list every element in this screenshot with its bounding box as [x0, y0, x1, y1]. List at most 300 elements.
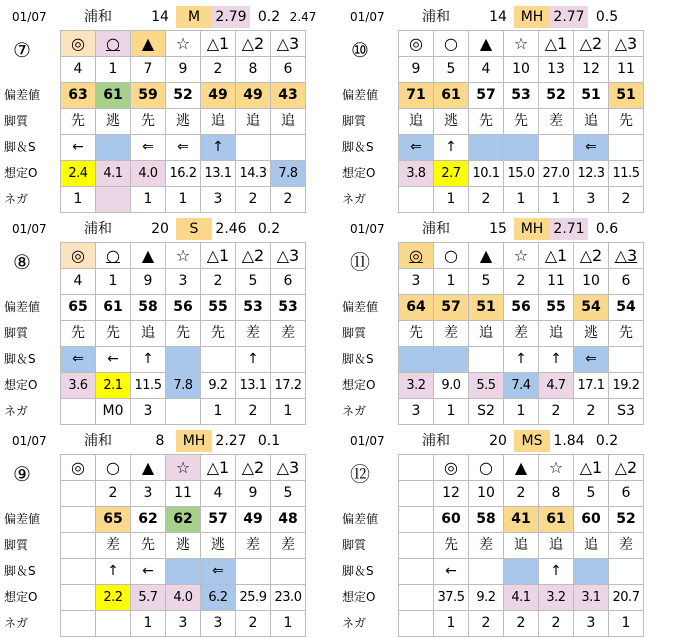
- table-cell: 4.0: [166, 585, 201, 611]
- mark-row: [61, 243, 306, 269]
- row-label: ネガ: [4, 192, 29, 206]
- prediction-table: [398, 242, 644, 425]
- table-cell: [271, 347, 306, 373]
- odds-row: [399, 585, 644, 611]
- race-number: ⑦: [13, 38, 31, 62]
- table-cell: ☆: [539, 455, 574, 481]
- race-card: [338, 424, 674, 634]
- table-cell: 2: [236, 611, 271, 637]
- table-cell: 12: [574, 57, 609, 83]
- race-header: [338, 218, 674, 240]
- table-cell: 3: [131, 399, 166, 425]
- row-label: 脚質: [4, 114, 29, 128]
- table-cell: S2: [469, 399, 504, 425]
- prediction-table: [60, 454, 306, 637]
- table-cell: ◎: [399, 31, 434, 57]
- table-cell: [399, 481, 434, 507]
- table-cell: 11: [539, 269, 574, 295]
- race-card: [0, 212, 336, 422]
- table-cell: 17.2: [271, 373, 306, 399]
- table-cell: 追: [399, 109, 434, 135]
- table-cell: ▲: [131, 31, 166, 57]
- table-cell: [166, 399, 201, 425]
- table-cell: 51: [574, 83, 609, 109]
- table-cell: △3: [271, 243, 306, 269]
- table-cell: 55: [201, 295, 236, 321]
- table-cell: 4.1: [96, 161, 131, 187]
- table-cell: 1: [504, 187, 539, 213]
- nega-row: [61, 611, 306, 637]
- table-cell: ⇐: [166, 135, 201, 161]
- table-cell: [399, 585, 434, 611]
- table-cell: 53: [504, 83, 539, 109]
- table-cell: 13: [539, 57, 574, 83]
- rating-value: 1.84: [553, 433, 585, 449]
- table-cell: 2: [236, 187, 271, 213]
- runner-count: 15: [489, 221, 507, 237]
- table-cell: 58: [469, 507, 504, 533]
- runner-count: 20: [151, 221, 169, 237]
- table-cell: 3: [399, 399, 434, 425]
- table-cell: 先: [96, 321, 131, 347]
- table-cell: 5.5: [469, 373, 504, 399]
- table-cell: ↑: [236, 347, 271, 373]
- table-cell: [609, 135, 644, 161]
- table-cell: 2: [469, 611, 504, 637]
- row-label: 想定O: [342, 378, 376, 392]
- race-grade: MH: [514, 6, 550, 28]
- table-cell: 6: [609, 269, 644, 295]
- table-cell: [399, 559, 434, 585]
- table-cell: ○: [96, 31, 131, 57]
- table-cell: △1: [539, 31, 574, 57]
- row-label: 脚＆S: [342, 564, 374, 578]
- row-labels: [342, 82, 400, 212]
- table-cell: 9.2: [201, 373, 236, 399]
- style-row: [61, 533, 306, 559]
- pace-row: [61, 347, 306, 373]
- table-cell: [61, 399, 96, 425]
- table-cell: ▲: [469, 31, 504, 57]
- table-cell: S3: [609, 399, 644, 425]
- table-cell: [96, 135, 131, 161]
- table-cell: ▲: [504, 455, 539, 481]
- table-cell: 追: [574, 533, 609, 559]
- race-grade: MH: [176, 430, 212, 452]
- table-cell: 6: [609, 481, 644, 507]
- odds-row: [61, 161, 306, 187]
- table-cell: 2.2: [96, 585, 131, 611]
- table-cell: 先: [609, 109, 644, 135]
- mark-row: [61, 455, 306, 481]
- runner-count: 14: [489, 9, 507, 25]
- table-cell: ⇐: [574, 135, 609, 161]
- table-cell: 20.7: [609, 585, 644, 611]
- table-cell: 23.0: [271, 585, 306, 611]
- table-cell: 51: [609, 83, 644, 109]
- table-cell: 4: [201, 481, 236, 507]
- table-cell: 25.9: [236, 585, 271, 611]
- table-cell: 11: [166, 481, 201, 507]
- row-label: 想定O: [342, 166, 376, 180]
- table-cell: 3: [201, 611, 236, 637]
- table-cell: 5.7: [131, 585, 166, 611]
- prediction-table: [398, 30, 644, 213]
- table-cell: 追: [131, 321, 166, 347]
- table-cell: 先: [434, 533, 469, 559]
- row-label: 想定O: [4, 378, 38, 392]
- row-label: 偏差値: [4, 300, 41, 314]
- table-cell: ⇐: [61, 347, 96, 373]
- table-cell: 56: [504, 295, 539, 321]
- table-cell: 3: [131, 481, 166, 507]
- table-cell: △3: [271, 455, 306, 481]
- table-cell: 41: [504, 507, 539, 533]
- table-cell: 11.5: [131, 373, 166, 399]
- diff-value: 0.2: [257, 221, 281, 237]
- number-row: [399, 481, 644, 507]
- mark-row: [399, 243, 644, 269]
- table-cell: 4.1: [504, 585, 539, 611]
- row-label: 偏差値: [342, 512, 379, 526]
- table-cell: △1: [201, 31, 236, 57]
- extra-value: [624, 430, 658, 452]
- table-cell: 先: [504, 109, 539, 135]
- row-label: ネガ: [342, 616, 367, 630]
- table-cell: [469, 559, 504, 585]
- table-cell: 差: [434, 321, 469, 347]
- table-cell: 49: [236, 507, 271, 533]
- table-cell: ↑: [434, 135, 469, 161]
- table-cell: 追: [201, 109, 236, 135]
- table-cell: 2: [504, 269, 539, 295]
- table-cell: [166, 347, 201, 373]
- table-cell: ←: [434, 559, 469, 585]
- table-cell: 61: [539, 507, 574, 533]
- race-date: 01/07: [12, 10, 47, 24]
- row-label: 偏差値: [342, 88, 379, 102]
- race-card: [0, 0, 336, 210]
- table-cell: 2: [469, 187, 504, 213]
- table-cell: 1: [271, 611, 306, 637]
- nega-row: [399, 611, 644, 637]
- table-cell: 1: [434, 187, 469, 213]
- table-cell: 4: [61, 57, 96, 83]
- table-cell: ○: [434, 31, 469, 57]
- table-cell: [399, 533, 434, 559]
- table-cell: 60: [434, 507, 469, 533]
- table-cell: ☆: [504, 243, 539, 269]
- table-cell: [61, 559, 96, 585]
- table-cell: △1: [201, 455, 236, 481]
- table-cell: 61: [96, 83, 131, 109]
- table-cell: 51: [469, 295, 504, 321]
- table-cell: [399, 507, 434, 533]
- prediction-table: [60, 242, 306, 425]
- table-cell: ◎: [434, 455, 469, 481]
- extra-value: 2.47: [289, 10, 317, 24]
- pace-row: [61, 135, 306, 161]
- table-cell: ○: [434, 243, 469, 269]
- row-labels: [4, 82, 62, 212]
- row-label: 脚質: [342, 326, 367, 340]
- track-name: 浦和: [422, 221, 450, 237]
- table-cell: 3: [399, 269, 434, 295]
- table-cell: 4.7: [539, 373, 574, 399]
- table-cell: ←: [131, 559, 166, 585]
- table-cell: 先: [201, 321, 236, 347]
- table-cell: [469, 347, 504, 373]
- table-cell: 差: [236, 533, 271, 559]
- number-row: [61, 481, 306, 507]
- prediction-table: [60, 30, 306, 213]
- table-cell: [96, 611, 131, 637]
- table-cell: 逃: [201, 533, 236, 559]
- table-cell: ◎: [61, 31, 96, 57]
- table-cell: 逃: [96, 109, 131, 135]
- table-cell: ▲: [469, 243, 504, 269]
- table-cell: [236, 559, 271, 585]
- table-cell: 追: [504, 533, 539, 559]
- table-cell: ↑: [131, 347, 166, 373]
- table-cell: 先: [131, 533, 166, 559]
- table-cell: 62: [166, 507, 201, 533]
- table-cell: ⇐: [201, 559, 236, 585]
- table-cell: △2: [574, 31, 609, 57]
- table-cell: ◎: [399, 243, 434, 269]
- row-label: ネガ: [4, 404, 29, 418]
- table-cell: ↑: [96, 559, 131, 585]
- table-cell: 3.1: [574, 585, 609, 611]
- nega-row: [61, 399, 306, 425]
- pace-row: [399, 559, 644, 585]
- style-row: [61, 109, 306, 135]
- diff-value: 0.2: [595, 433, 619, 449]
- table-cell: 2.4: [61, 161, 96, 187]
- table-cell: ☆: [166, 455, 201, 481]
- table-cell: 13.1: [236, 373, 271, 399]
- odds-row: [61, 585, 306, 611]
- table-cell: ↑: [539, 347, 574, 373]
- rating-value: 2.71: [550, 218, 588, 240]
- table-cell: 16.2: [166, 161, 201, 187]
- track-name: 浦和: [422, 9, 450, 25]
- table-cell: ☆: [166, 243, 201, 269]
- style-row: [399, 321, 644, 347]
- table-cell: 1: [96, 57, 131, 83]
- table-cell: 3.8: [399, 161, 434, 187]
- table-cell: 2: [504, 481, 539, 507]
- race-grade: MH: [514, 218, 550, 240]
- table-cell: 6.2: [201, 585, 236, 611]
- table-cell: 57: [201, 507, 236, 533]
- table-cell: [61, 481, 96, 507]
- table-cell: 1: [131, 187, 166, 213]
- diff-value: 0.6: [595, 221, 619, 237]
- diff-value: 0.2: [257, 9, 281, 25]
- table-cell: 先: [61, 321, 96, 347]
- table-cell: 3.2: [539, 585, 574, 611]
- row-label: 脚質: [342, 538, 367, 552]
- table-cell: 13.1: [201, 161, 236, 187]
- table-cell: 1: [434, 269, 469, 295]
- diff-value: 0.5: [595, 9, 619, 25]
- table-cell: 61: [96, 295, 131, 321]
- table-cell: 2: [96, 481, 131, 507]
- table-cell: 8: [236, 57, 271, 83]
- race-header: [338, 430, 674, 452]
- table-cell: △2: [574, 243, 609, 269]
- table-cell: △3: [609, 31, 644, 57]
- table-cell: 1: [166, 187, 201, 213]
- table-cell: 差: [271, 321, 306, 347]
- table-cell: 先: [131, 109, 166, 135]
- table-cell: 64: [399, 295, 434, 321]
- track-name: 浦和: [422, 433, 450, 449]
- number-row: [399, 57, 644, 83]
- table-cell: △2: [236, 31, 271, 57]
- mark-row: [399, 455, 644, 481]
- table-cell: △1: [539, 243, 574, 269]
- table-cell: M0: [96, 399, 131, 425]
- track-name: 浦和: [84, 9, 112, 25]
- table-cell: 1: [434, 399, 469, 425]
- table-cell: 52: [539, 83, 574, 109]
- table-cell: [96, 187, 131, 213]
- number-row: [61, 269, 306, 295]
- table-cell: 追: [236, 109, 271, 135]
- runner-count: 8: [155, 433, 165, 449]
- table-cell: △2: [236, 455, 271, 481]
- table-cell: 逃: [166, 109, 201, 135]
- table-cell: 10: [504, 57, 539, 83]
- race-grade: MS: [514, 430, 550, 452]
- table-cell: 1: [131, 611, 166, 637]
- table-cell: [271, 559, 306, 585]
- table-cell: 2: [236, 399, 271, 425]
- table-cell: 54: [574, 295, 609, 321]
- table-cell: 2: [539, 611, 574, 637]
- row-label: 脚＆S: [342, 352, 374, 366]
- table-cell: ☆: [504, 31, 539, 57]
- rating-value: 2.46: [215, 221, 247, 237]
- table-cell: ○: [96, 243, 131, 269]
- table-cell: [504, 559, 539, 585]
- table-cell: 追: [574, 109, 609, 135]
- table-cell: [399, 455, 434, 481]
- table-cell: 43: [271, 83, 306, 109]
- row-labels: [342, 506, 400, 636]
- table-cell: 差: [504, 321, 539, 347]
- odds-row: [61, 373, 306, 399]
- table-cell: [201, 347, 236, 373]
- table-cell: 1: [201, 399, 236, 425]
- table-cell: 1: [504, 399, 539, 425]
- table-cell: 10: [469, 481, 504, 507]
- row-label: 偏差値: [342, 300, 379, 314]
- table-cell: 6: [271, 269, 306, 295]
- table-cell: 11.5: [609, 161, 644, 187]
- table-cell: △2: [236, 243, 271, 269]
- row-label: ネガ: [4, 616, 29, 630]
- table-cell: 差: [236, 321, 271, 347]
- race-date: 01/07: [12, 434, 47, 448]
- race-date: 01/07: [350, 434, 385, 448]
- table-cell: 4.0: [131, 161, 166, 187]
- prediction-table: [398, 454, 644, 637]
- table-cell: [469, 135, 504, 161]
- nega-row: [399, 399, 644, 425]
- pace-row: [399, 347, 644, 373]
- row-label: 想定O: [4, 590, 38, 604]
- row-label: 脚質: [4, 326, 29, 340]
- table-cell: △1: [201, 243, 236, 269]
- table-cell: [399, 611, 434, 637]
- table-cell: 58: [131, 295, 166, 321]
- table-cell: ←: [61, 135, 96, 161]
- style-row: [399, 109, 644, 135]
- row-label: 想定O: [4, 166, 38, 180]
- table-cell: [166, 559, 201, 585]
- table-cell: 2: [539, 399, 574, 425]
- table-cell: 7.8: [271, 161, 306, 187]
- table-cell: 10.1: [469, 161, 504, 187]
- table-cell: 52: [609, 507, 644, 533]
- table-cell: 差: [539, 109, 574, 135]
- table-cell: 7.4: [504, 373, 539, 399]
- table-cell: 57: [434, 295, 469, 321]
- table-cell: 1: [434, 611, 469, 637]
- race-number: ⑩: [351, 38, 369, 62]
- table-cell: ○: [96, 455, 131, 481]
- table-cell: 2: [271, 187, 306, 213]
- table-cell: ○: [469, 455, 504, 481]
- deviation-row: [61, 295, 306, 321]
- table-cell: △3: [271, 31, 306, 57]
- table-cell: 10: [574, 269, 609, 295]
- number-row: [61, 57, 306, 83]
- mark-row: [399, 31, 644, 57]
- race-number: ⑧: [13, 250, 31, 274]
- table-cell: 1: [96, 269, 131, 295]
- table-cell: 逃: [434, 109, 469, 135]
- table-cell: 追: [539, 321, 574, 347]
- table-cell: 7: [131, 57, 166, 83]
- deviation-row: [61, 507, 306, 533]
- table-cell: [61, 507, 96, 533]
- table-cell: ⇐: [131, 135, 166, 161]
- row-label: 脚＆S: [4, 140, 36, 154]
- extra-value: [624, 6, 658, 28]
- table-cell: 9: [399, 57, 434, 83]
- row-label: 偏差値: [4, 512, 41, 526]
- table-cell: 先: [399, 321, 434, 347]
- table-cell: 2.7: [434, 161, 469, 187]
- table-cell: [399, 187, 434, 213]
- row-label: ネガ: [342, 192, 367, 206]
- rating-value: 2.77: [550, 6, 588, 28]
- table-cell: 48: [271, 507, 306, 533]
- race-card: [338, 212, 674, 422]
- extra-value: [286, 430, 320, 452]
- table-cell: 61: [434, 83, 469, 109]
- table-cell: 14.3: [236, 161, 271, 187]
- table-cell: 54: [609, 295, 644, 321]
- table-cell: [271, 135, 306, 161]
- table-cell: 3.6: [61, 373, 96, 399]
- table-cell: [61, 533, 96, 559]
- table-cell: 3: [574, 611, 609, 637]
